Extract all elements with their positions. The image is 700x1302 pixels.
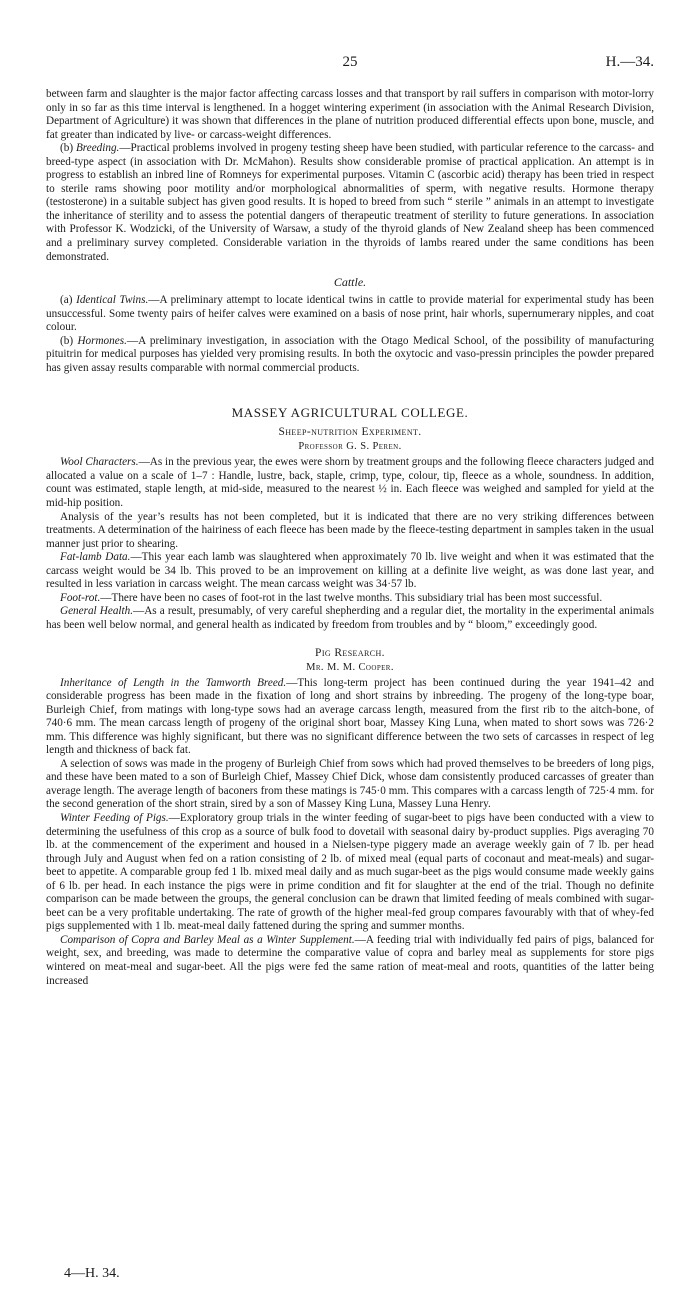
- page-number: 25: [342, 54, 358, 70]
- footrot-title: Foot-rot.: [60, 591, 101, 604]
- paragraph-inheritance-length: Inheritance of Length in the Tamworth Breed.—This long-term project has been continued during the year 1941–42 and considerable progress has been made in the fixation of long and short strains by inbreeding. The progeny of the long-type boar, Burleigh Chief, from matings with long-type sows had an average carcass length, measured from the first rib to the aitch-bone, of 740·6 mm. The mean carcass length of progeny of the original short boar, Massey King Luna, when mated to short sows was 726·2 mm. This difference was highly significant, but there was no significant difference between the two sets of carcasses in respect of leg length and thickness of back fat.: [46, 676, 654, 757]
- paragraph-analysis: Analysis of the year’s results has not been completed, but it is indicated that there are no very striking differences between treatments. A determination of the hairiness of each fleece has been made by the fleece-testing department in samples taken in the usual manner just prior to shearing.: [46, 510, 654, 550]
- signature-mark: 4—H. 34.: [64, 1266, 120, 1281]
- breeding-title: Breeding.: [75, 142, 120, 155]
- fatlamb-title: Fat-lamb Data.: [60, 551, 131, 564]
- paragraph-sow-selection: A selection of sows was made in the progeny of Burleigh Chief from sows which had proved themselves to be breeders of long pigs, and these have been mated to a son of Burleigh Chief, Massey Chief Dick, whose dam consistently produced carcasses of greater than average length. The average length of baconers from these matings is 745·0 mm. This compares with a carcass length of 725·4 mm. for the second generation of the short strain, sired by a son of Massey King Luna, Massey Luna Henry.: [46, 757, 654, 811]
- length-title: Inheritance of Length in the Tamworth Breed.: [60, 676, 287, 689]
- health-title: General Health.: [60, 605, 134, 618]
- college-heading: MASSEY AGRICULTURAL COLLEGE.: [231, 405, 469, 421]
- copra-title: Comparison of Copra and Barley Meal as a Winter Supplement.: [60, 933, 355, 946]
- sheep-nutrition-heading: Sheep-nutrition Experiment.: [278, 426, 422, 439]
- document-code: H.—34.: [605, 54, 654, 70]
- winter-title: Winter Feeding of Pigs.: [60, 811, 169, 824]
- page-body: [46, 88, 654, 988]
- pig-research-heading: Pig Research.: [315, 646, 385, 659]
- paragraph-identical-twins: (a) Identical Twins.—A preliminary attempt to locate identical twins in cattle to provide material for experimental study has been unsuccessful. Some twenty pairs of heifer calves were examined on a basis of nose print, hair whorls, supernumerary nipples, and coat colour.: [46, 294, 654, 334]
- paragraph-copra-barley: Comparison of Copra and Barley Meal as a Winter Supplement.—A feeding trial with individually fed pairs of pigs, balanced for weight, sex, and breeding, was made to determine the comparative value of copra and barley meal as supplements for store pigs wintered on meat-meal and sugar-beet. All the pigs were fed the same ration of meat-meal and roots, quantities of the latter being increased: [46, 933, 655, 987]
- hormones-title: Hormones.: [77, 334, 127, 347]
- paragraph-winter-feeding: Winter Feeding of Pigs.—Exploratory group trials in the winter feeding of sugar-beet to pigs have been conducted with a view to determining the usefulness of this crop as a source of bulk food to dovetail with seasonal dairy by-product supplies. Pigs averaging 70 lb. at the commencement of the experiment and housed in a Nielsen-type piggery made an average weekly gain of 7 lb. per head through July and August when fed on a ration consisting of 2 lb. of mixed meal (equal parts of coconaut and meat-meals) and sugar-beet to appetite. A comparable group fed 1 lb. mixed meal daily and as much sugar-beet as the pigs would consume made weekly gains of 6 lb. per head. In each instance the pigs were in prime condition and fit for slaughter at the end of the trial. Though no definite comparison can be made between the groups, the general conclusion can be drawn that limited feeding of meals combined with sugar-beet can be a very profitable undertaking. The rate of growth of the higher meal-fed group compares favourably with that of whey-fed pigs supplemented with 1 lb. meat-meal daily fattened during the spring and summer months.: [46, 811, 654, 933]
- paragraph-fat-lamb: Fat-lamb Data.—This year each lamb was slaughtered when approximately 70 lb. live weight and when it was estimated that the carcass weight would be 34 lb. This proved to be an improvement on killing at a definite live weight, as was done last year, and resulted in less variation in carcass weight. The mean carcass weight was 34·57 lb.: [46, 551, 654, 591]
- paragraph-general-health: General Health.—As a result, presumably, of very careful shepherding and a regular diet, the mortality in the experimental animals has been well below normal, and general health as indicated by freedom from troubles and by “ bloom,” exceedingly good.: [46, 605, 655, 631]
- paragraph-breeding: (b) Breeding.—Practical problems involved in progeny testing sheep have been studied, with particular reference to the carcass- and breed-type aspect (in association with Dr. McMahon). Results show considerable promise of practical application. An attempt is in progress to establish an inbred line of Romneys for experimental purposes. Vitamin C (ascorbic acid) therapy has been tried in respect to sterile rams showing poor motility and/or morphological abnormalities of sperm, with negative results. Hormone therapy (testosterone) in a suitable subject has given good results. It is hoped to breed from such “ sterile ” animals in an attempt to investigate the inheritance of sterility and to assess the potential dangers of therapeutic treatment of sterility to future generations. In association with Professor K. Wodzicki, of the University of Warsaw, a study of the thyroid glands of New Zealand sheep has been commenced and a preliminary survey completed. Considerable variation in the thyroids of lambs reared under the same conditions has been demonstrated.: [46, 142, 654, 263]
- twins-title: Identical Twins.: [76, 294, 149, 307]
- paragraph-foot-rot: Foot-rot.—There have been no cases of foot-rot in the last twelve months. This subsidiary trial has been most successful.: [60, 591, 603, 604]
- paragraph-hormones: (b) Hormones.—A preliminary investigation, in association with the Otago Medical School, of the possibility of manufacturing pituitrin for medical purposes has yielded very promising results. In both the oxytocic and vaso-pressin principles the powder prepared has given assay results comparable with normal commercial products.: [46, 334, 654, 374]
- paragraph-wool-characters: Wool Characters.—As in the previous year, the ewes were shorn by treatment groups and the following fleece characters judged and allocated a value on a scale of 1–7 : Handle, lustre, back, staple, crimp, type, colour, tip, fleece as a whole, soundness. In addition, count was estimated, staple length, at mid-side, measured to the nearest ½ in. Each fleece was weighed and sampled for yield at the mid-hip position.: [46, 456, 654, 510]
- pig-researcher: Mr. M. M. Cooper.: [306, 661, 394, 673]
- cattle-heading: Cattle.: [333, 275, 367, 290]
- sheep-researcher: Professor G. S. Peren.: [298, 441, 402, 453]
- paragraph-carcass-losses: between farm and slaughter is the major factor affecting carcass losses and that transport by rail suffers in comparison with motor-lorry only in so far as this time interval is lengthened. In a hogget wintering experiment (in association with the Animal Research Division, Department of Agriculture) it was shown that differences in the plane of nutrition produced differential effects upon bone, muscle, and fat greater than indicated by live- or carcass-weight differences.: [46, 88, 654, 141]
- wool-title: Wool Characters.: [60, 456, 139, 469]
